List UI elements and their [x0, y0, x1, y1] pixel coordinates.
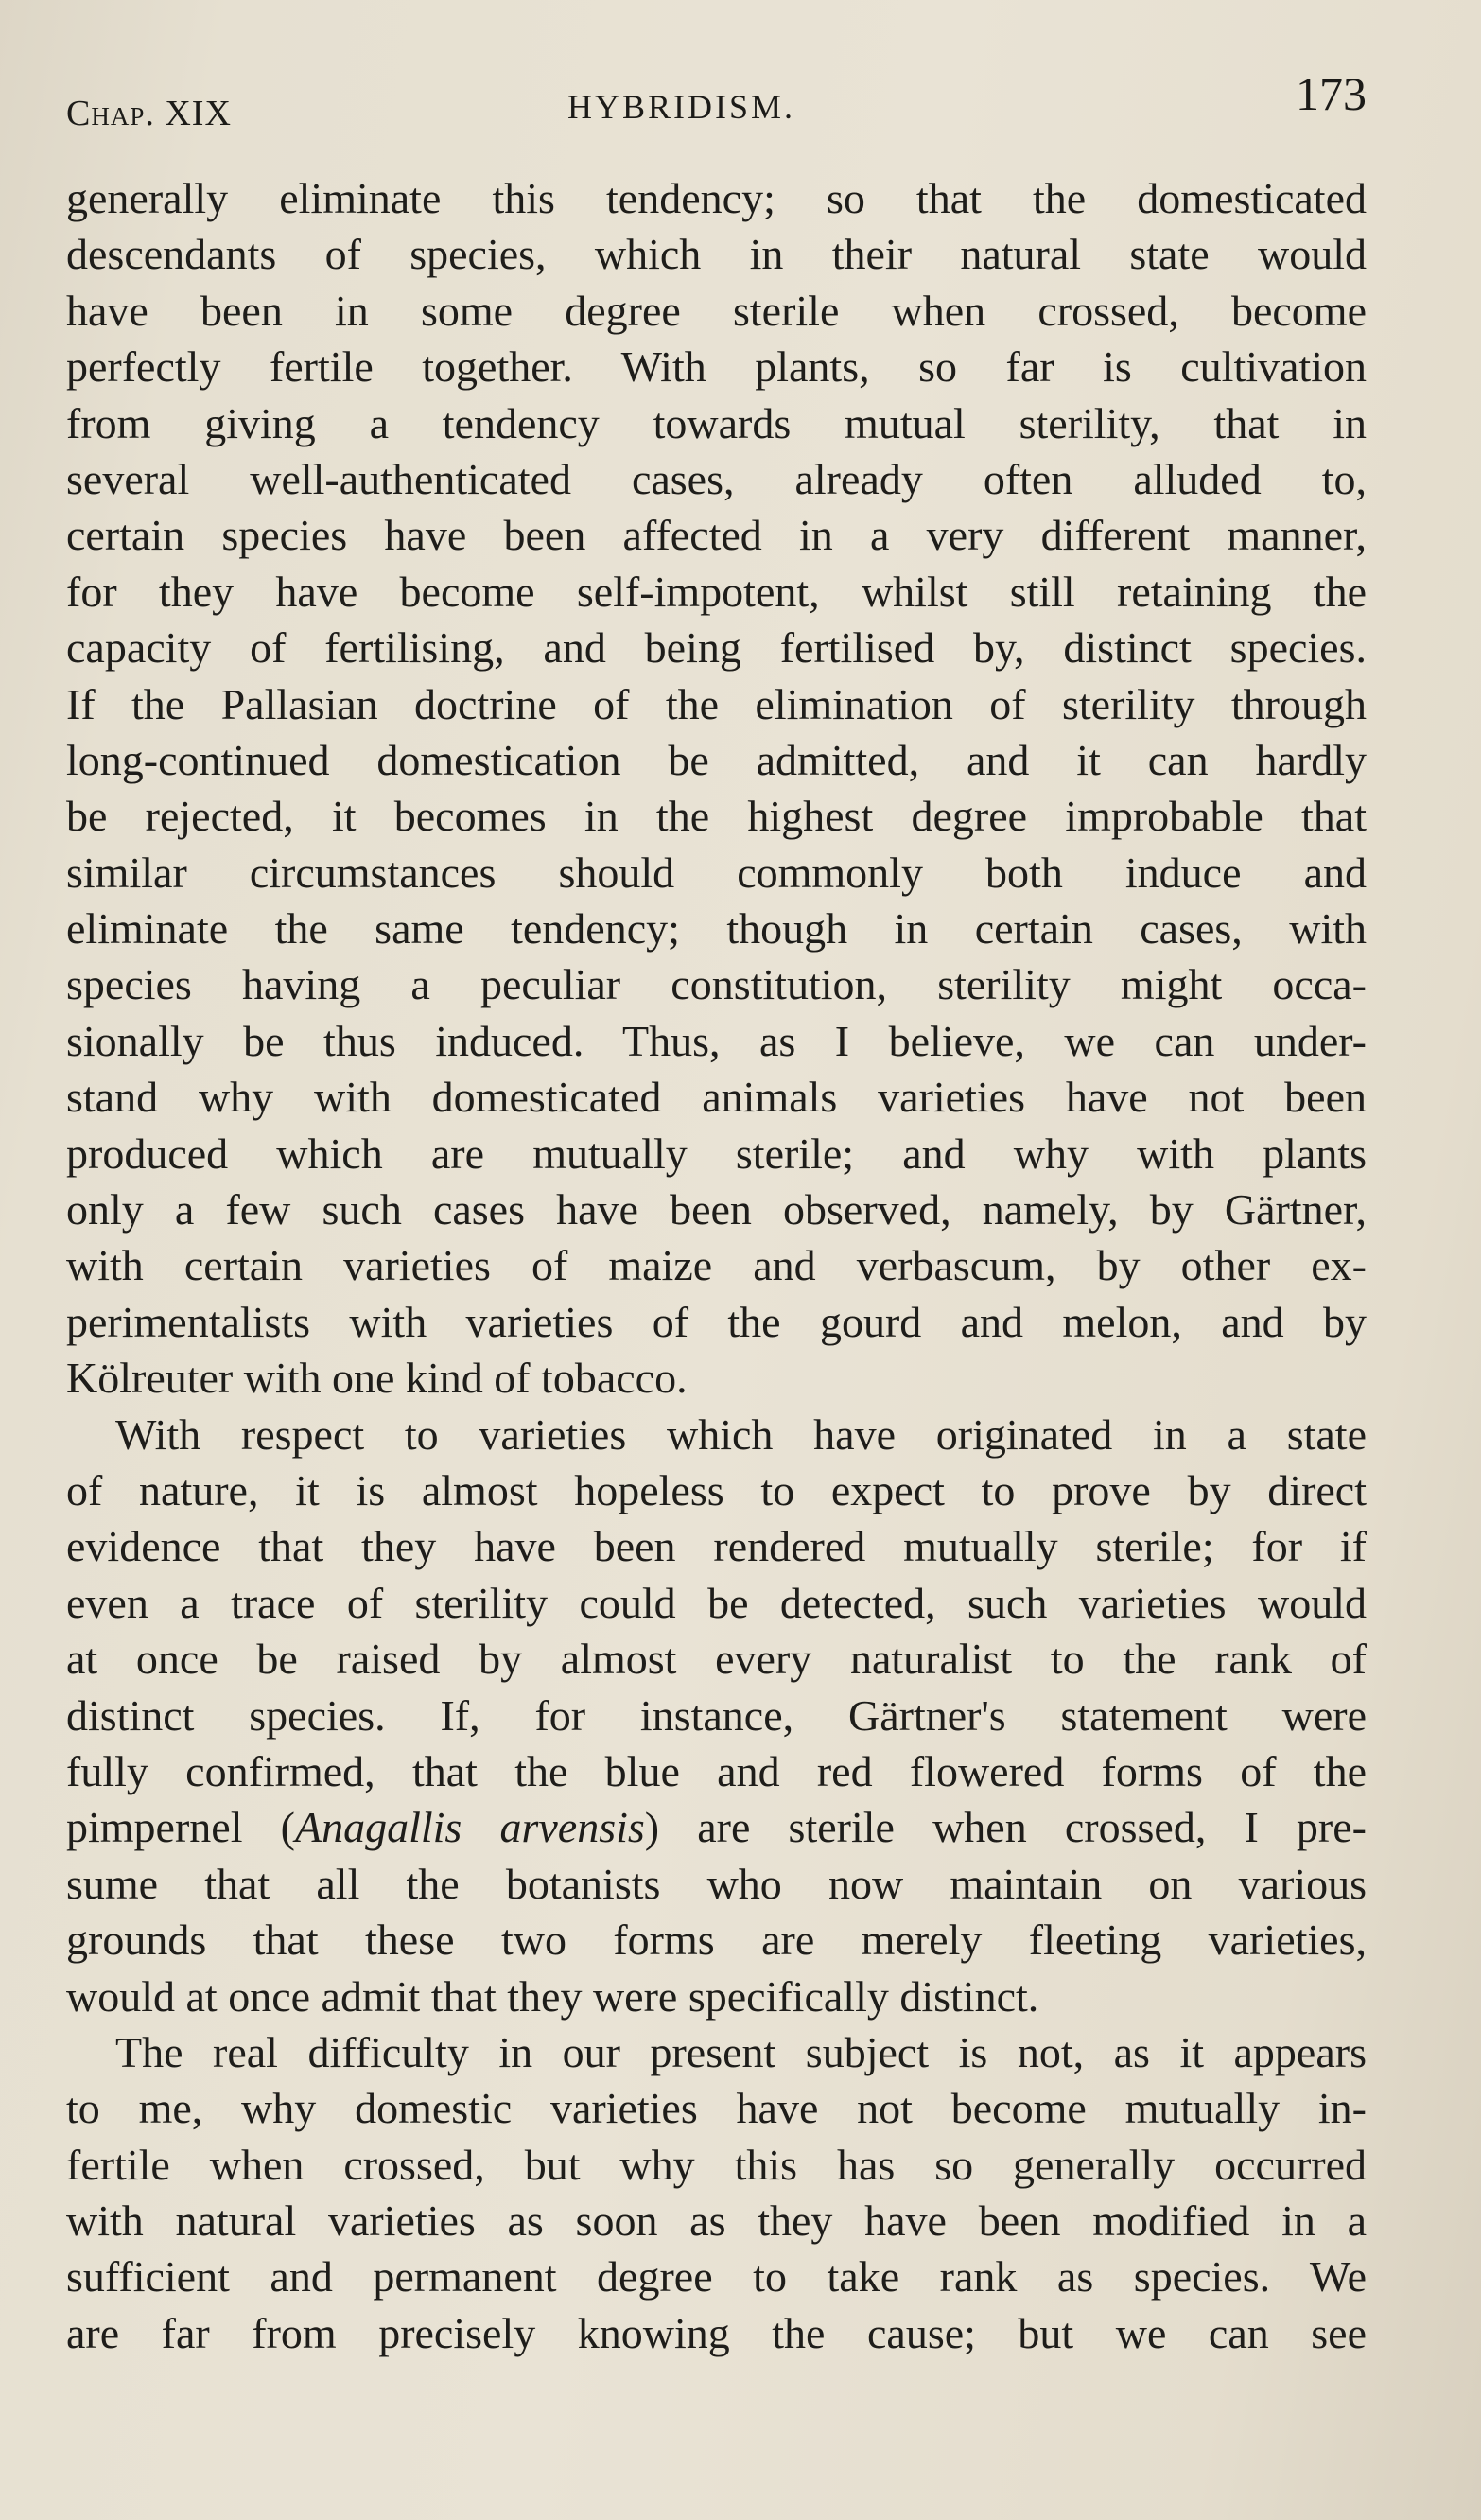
text-line: Kölreuter with one kind of tobacco. — [66, 1354, 688, 1403]
text-line: at once be raised by almost every naturalist to the rank of — [66, 1635, 1367, 1684]
text-line: with certain varieties of maize and verbascum, by other ex- — [66, 1241, 1367, 1290]
text-line: evidence that they have been rendered mutually sterile; for if — [66, 1522, 1367, 1571]
text-line: perimentalists with varieties of the gourd and melon, and by — [66, 1297, 1367, 1346]
page-number: 173 — [1296, 67, 1367, 120]
text-line: certain species have been affected in a very different manner, — [66, 511, 1367, 560]
text-line: are far from precisely knowing the cause; but we can see — [66, 2308, 1367, 2357]
text-line: species having a peculiar constitution, sterility might occa- — [66, 960, 1367, 1009]
text-line: several well-authenticated cases, already often alluded to, — [66, 454, 1367, 503]
text-line: to me, why domestic varieties have not become mutually in- — [66, 2084, 1367, 2133]
text-line: fully confirmed, that the blue and red flowered forms of the — [66, 1746, 1367, 1795]
text-line: stand why with domesticated animals varieties have not been — [66, 1073, 1367, 1122]
text-line: capacity of fertilising, and being fertilised by, distinct species. — [66, 623, 1367, 673]
page-header — [66, 66, 1367, 151]
text-line: With respect to varieties which have originated in a state — [115, 1409, 1367, 1459]
text-line: grounds that these two forms are merely fleeting varieties, — [66, 1916, 1367, 1965]
paragraph-2 — [66, 1407, 1367, 2024]
text-line: sionally be thus induced. Thus, as I believe, we can under- — [66, 1016, 1367, 1065]
text-line: produced which are mutually sterile; and why with plants — [66, 1129, 1367, 1178]
text-line: sume that all the botanists who now maintain on various — [66, 1859, 1367, 1908]
body-text — [66, 170, 1367, 2361]
text-line: perfectly fertile together. With plants, so far is cultivation — [66, 342, 1367, 392]
running-title: HYBRIDISM. — [567, 88, 796, 126]
text-line: fertile when crossed, but why this has so generally occurred — [66, 2140, 1367, 2189]
text-line: descendants of species, which in their natural state would — [66, 230, 1367, 279]
text-line: sufficient and permanent degree to take rank as species. We — [66, 2252, 1367, 2301]
text-line: be rejected, it becomes in the highest degree improbable that — [66, 792, 1367, 841]
text-line-with-italic — [66, 1799, 1367, 1855]
text-line: even a trace of sterility could be detected, such varieties would — [66, 1578, 1367, 1627]
text-line: eliminate the same tendency; though in certain cases, with — [66, 904, 1367, 954]
text-line: would at once admit that they were specifically distinct. — [66, 1971, 1039, 2021]
text-line: for they have become self-impotent, whilst still retaining the — [66, 567, 1367, 616]
text-line: The real difficulty in our present subject is not, as it appears — [115, 2027, 1367, 2076]
chapter-label: Chap. XIX — [66, 94, 232, 133]
text-line: If the Pallasian doctrine of the elimination of sterility through — [66, 679, 1367, 728]
text-line: distinct species. If, for instance, Gärtner's statement were — [66, 1690, 1367, 1740]
text-line: only a few such cases have been observed, namely, by Gärtner, — [66, 1185, 1367, 1234]
text-line: from giving a tendency towards mutual sterility, that in — [66, 398, 1367, 447]
text-line: have been in some degree sterile when crossed, become — [66, 286, 1367, 335]
text-fragment: pimpernel ( — [66, 1803, 295, 1852]
paragraph-3 — [66, 2024, 1367, 2361]
text-line: long-continued domestication be admitted, and it can hardly — [66, 735, 1367, 784]
text-line: with natural varieties as soon as they have been modified in a — [66, 2196, 1367, 2246]
text-line: similar circumstances should commonly both induce and — [66, 848, 1367, 897]
text-line: generally eliminate this tendency; so that the domesticated — [66, 174, 1367, 222]
species-name-italic: Anagallis arvensis — [294, 1803, 645, 1852]
text-fragment: ) are sterile when crossed, I pre- — [644, 1803, 1367, 1852]
paragraph-1 — [66, 170, 1367, 1407]
text-line: of nature, it is almost hopeless to expect to prove by direct — [66, 1465, 1367, 1514]
